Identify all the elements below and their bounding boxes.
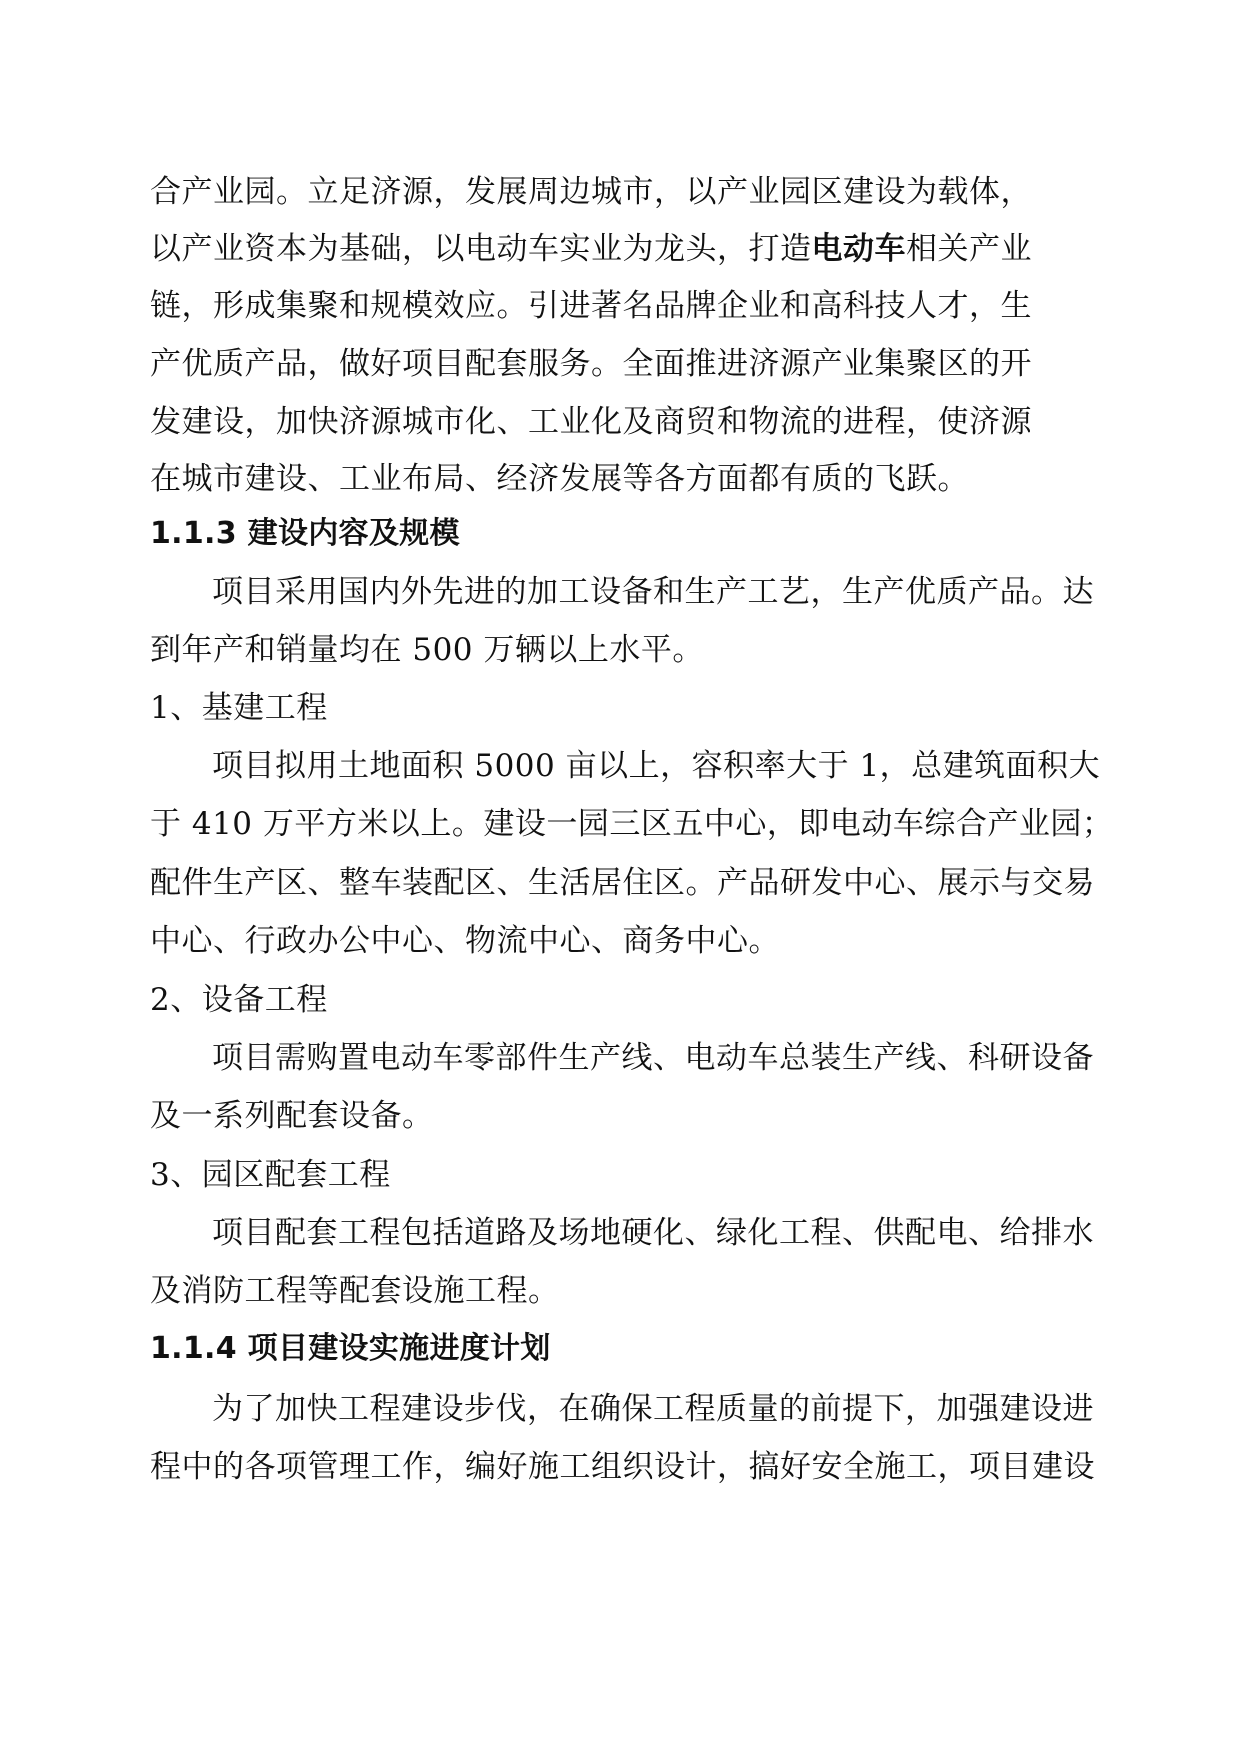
body-text-line: 产优质产品，做好项目配套服务。全面推进济源产业集聚区的开	[150, 346, 1032, 382]
emphasized-term: 电动车	[811, 231, 906, 267]
section-heading: 1.1.3 建设内容及规模	[150, 516, 460, 551]
body-text-line: 项目采用国内外先进的加工设备和生产工艺，生产优质产品。达	[212, 574, 1094, 610]
body-text-line: 项目拟用土地面积 5000 亩以上，容积率大于 1，总建筑面积大	[212, 748, 1101, 784]
body-text-line: 项目配套工程包括道路及场地硬化、绿化工程、供配电、给排水	[212, 1215, 1094, 1251]
body-text-line: 到年产和销量均在 500 万辆以上水平。	[150, 632, 704, 668]
body-text-line: 为了加快工程建设步伐，在确保工程质量的前提下，加强建设进	[212, 1391, 1094, 1427]
body-text-line: 配件生产区、整车装配区、生活居住区。产品研发中心、展示与交易	[150, 865, 1095, 901]
body-text-segment: 相关产业	[906, 231, 1032, 267]
body-text-line: 合产业园。立足济源，发展周边城市，以产业园区建设为载体，	[150, 174, 1032, 210]
list-item-title: 2、设备工程	[150, 982, 328, 1018]
body-text-line: 发建设，加快济源城市化、工业化及商贸和物流的进程，使济源	[150, 404, 1032, 440]
body-text-line: 程中的各项管理工作，编好施工组织设计，搞好安全施工，项目建设	[150, 1449, 1095, 1485]
body-text-line: 及一系列配套设备。	[150, 1098, 434, 1134]
body-text-line: 于 410 万平方米以上。建设一园三区五中心，即电动车综合产业园；	[150, 806, 1114, 842]
body-text-line: 项目需购置电动车零部件生产线、电动车总装生产线、科研设备	[212, 1040, 1094, 1076]
body-text-line: 在城市建设、工业布局、经济发展等各方面都有质的飞跃。	[150, 461, 969, 497]
body-text-line	[150, 229, 1032, 269]
section-heading: 1.1.4 项目建设实施进度计划	[150, 1331, 551, 1366]
body-text-line: 链，形成集聚和规模效应。引进著名品牌企业和高科技人才，生	[150, 288, 1032, 324]
body-text-segment: 以产业资本为基础，以电动车实业为龙头，打造	[150, 231, 812, 267]
body-text-line: 及消防工程等配套设施工程。	[150, 1273, 560, 1309]
list-item-title: 3、园区配套工程	[150, 1157, 391, 1193]
body-text-line: 中心、行政办公中心、物流中心、商务中心。	[150, 923, 780, 959]
list-item-title: 1、基建工程	[150, 690, 328, 726]
